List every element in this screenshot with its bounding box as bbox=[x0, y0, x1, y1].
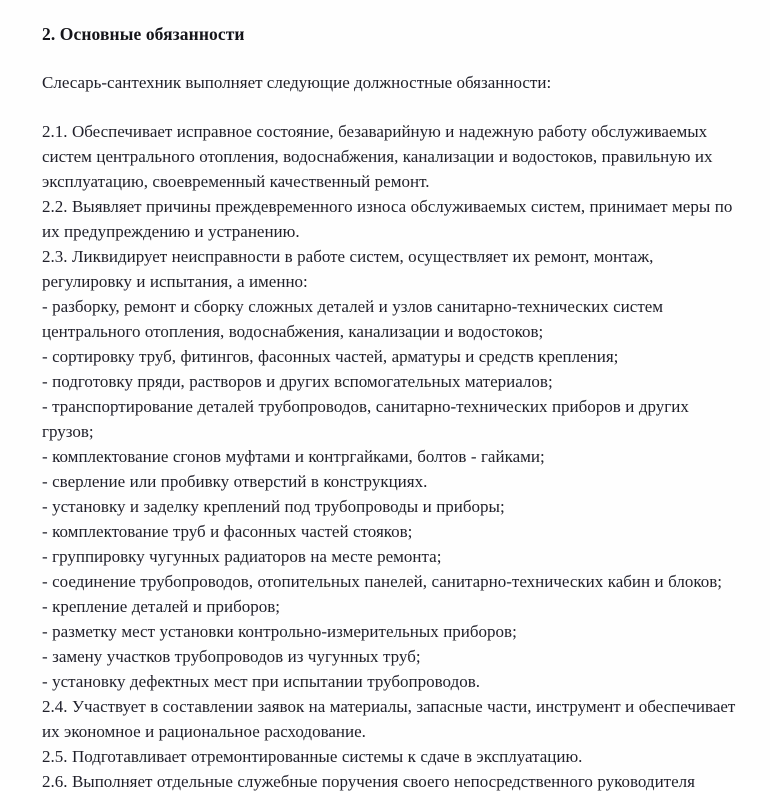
duty-bullet-line: - установку и заделку креплений под трубопроводы и приборы; bbox=[42, 497, 505, 516]
duty-bullet-line: - сортировку труб, фитингов, фасонных частей, арматуры и средств крепления; bbox=[42, 347, 619, 366]
duty-bullet-line: - крепление деталей и приборов; bbox=[42, 597, 280, 616]
duty-paragraph: 2.6. Выполняет отдельные служебные поручения своего непосредственного руководителя bbox=[42, 772, 695, 791]
heading-spacer bbox=[42, 46, 740, 70]
section-heading: 2. Основные обязанности bbox=[42, 24, 245, 44]
duty-bullet-line: - группировку чугунных радиаторов на месте ремонта; bbox=[42, 547, 442, 566]
intro-spacer bbox=[42, 95, 740, 119]
duty-bullet-line: - разметку мест установки контрольно-измерительных приборов; bbox=[42, 622, 517, 641]
duty-bullet-line: - транспортирование деталей трубопроводов, санитарно-технических приборов и других грузов; bbox=[42, 397, 689, 441]
duties-body bbox=[42, 119, 740, 794]
duty-bullet-line: - комплектование труб и фасонных частей стояков; bbox=[42, 522, 413, 541]
duty-bullet-line: - сверление или пробивку отверстий в конструкциях. bbox=[42, 472, 428, 491]
duty-bullet-line: - подготовку пряди, растворов и других вспомогательных материалов; bbox=[42, 372, 553, 391]
duty-bullet-line: - комплектование сгонов муфтами и контргайками, болтов - гайками; bbox=[42, 447, 545, 466]
duty-paragraph: 2.3. Ликвидирует неисправности в работе систем, осуществляет их ремонт, монтаж, регулировку и испытания, а именно: bbox=[42, 247, 654, 291]
duty-paragraph: 2.4. Участвует в составлении заявок на материалы, запасные части, инструмент и обеспечивает их экономное и рациональное расходование. bbox=[42, 697, 736, 741]
duty-bullet-line: - разборку, ремонт и сборку сложных деталей и узлов санитарно-технических систем центрального отопления, водоснабжения, канализации и водостоков; bbox=[42, 297, 664, 341]
duty-paragraph: 2.5. Подготавливает отремонтированные системы к сдаче в эксплуатацию. bbox=[42, 747, 583, 766]
duty-paragraph: 2.1. Обеспечивает исправное состояние, безаварийную и надежную работу обслуживаемых систем центрального отопления, водоснабжения, канализации и водостоков, правильную их эксплуатацию, своевременный качественный ремонт. bbox=[42, 122, 713, 191]
duty-paragraph: 2.2. Выявляет причины преждевременного износа обслуживаемых систем, принимает меры по их предупреждению и устранению. bbox=[42, 197, 733, 241]
intro-paragraph: Слесарь-сантехник выполняет следующие должностные обязанности: bbox=[42, 73, 552, 92]
duty-bullet-line: - соединение трубопроводов, отопительных панелей, санитарно-технических кабин и блоков; bbox=[42, 572, 722, 591]
duty-bullet-line: - установку дефектных мест при испытании трубопроводов. bbox=[42, 672, 480, 691]
duty-bullet-line: - замену участков трубопроводов из чугунных труб; bbox=[42, 647, 421, 666]
